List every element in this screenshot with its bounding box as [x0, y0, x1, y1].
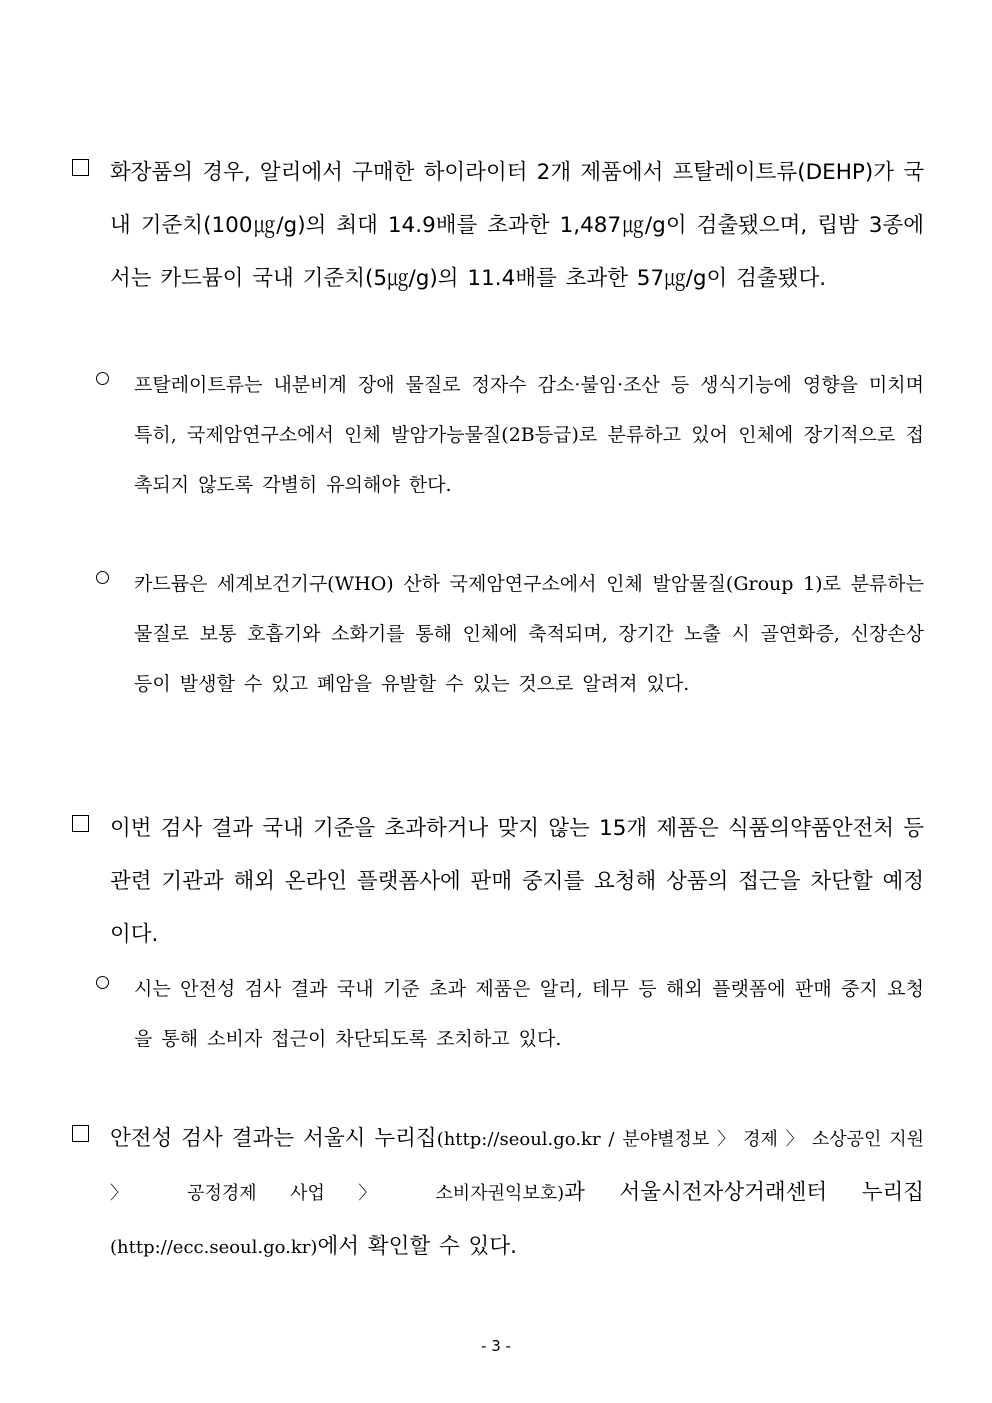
results-text-before: 안전성 검사 결과는 서울시 누리집: [110, 1126, 437, 1151]
square-bullet-icon: [72, 815, 89, 832]
square-bullet-icon: [72, 159, 89, 176]
page-number: - 3 -: [481, 1337, 511, 1355]
section-results-info: [72, 1112, 924, 1274]
results-text-middle: 과 서울시전자상거래센터 누리집: [564, 1180, 925, 1205]
sub-item-platform: [96, 964, 924, 1064]
circle-bullet-icon: [96, 976, 109, 989]
section-cosmetics: [72, 146, 924, 305]
sub-item-cadmium-text: 카드뮴은 세계보건기구(WHO) 산하 국제암연구소에서 인체 발암물질(Group 1)로 분류하는 물질로 보통 호흡기와 소화기를 통해 인체에 축적되며, 장기간 노출 시 골연화증, 신장손상 등이 발생할 수 있고 폐암을 유발할 수 있는 것으로 알려져 있다.: [134, 573, 924, 695]
square-bullet-icon: [72, 1125, 89, 1142]
ecc-portal-link[interactable]: (http://ecc.seoul.go.kr): [110, 1237, 318, 1258]
sub-item-cadmium: [96, 559, 924, 709]
results-text-after: 에서 확인할 수 있다.: [317, 1234, 517, 1259]
circle-bullet-icon: [96, 372, 109, 385]
seoul-portal-link[interactable]: (http://seoul.go.kr / 분야별정보 〉 경제 〉 소상공인 지원 〉 공정경제 사업 〉 소비자권익보호): [110, 1129, 925, 1204]
section-sales-stop-text: 이번 검사 결과 국내 기준을 초과하거나 맞지 않는 15개 제품은 식품의약품안전처 등 관련 기관과 해외 온라인 플랫폼사에 판매 중지를 요청해 상품의 접근을 차단할 예정이다.: [110, 816, 924, 947]
sub-item-platform-text: 시는 안전성 검사 결과 국내 기준 초과 제품은 알리, 테무 등 해외 플랫폼에 판매 중지 요청을 통해 소비자 접근이 차단되도록 조치하고 있다.: [134, 978, 924, 1050]
sub-item-phthalate-text: 프탈레이트류는 내분비계 장애 물질로 정자수 감소·불임·조산 등 생식기능에 영향을 미치며 특히, 국제암연구소에서 인체 발암가능물질(2B등급)로 분류하고 있어 인체에 장기적으로 접촉되지 않도록 각별히 유의해야 한다.: [134, 374, 924, 496]
section-results-info-text: [110, 1112, 924, 1274]
sub-item-phthalate: [96, 360, 924, 510]
circle-bullet-icon: [96, 571, 109, 584]
section-cosmetics-text: 화장품의 경우, 알리에서 구매한 하이라이터 2개 제품에서 프탈레이트류(DEHP)가 국내 기준치(100㎍/g)의 최대 14.9배를 초과한 1,487㎍/g이 검출됐으며, 립밤 3종에서는 카드뮴이 국내 기준치(5㎍/g)의 11.4배를 초과한 57㎍/g이 검출됐다.: [110, 160, 924, 291]
section-sales-stop: [72, 802, 924, 961]
